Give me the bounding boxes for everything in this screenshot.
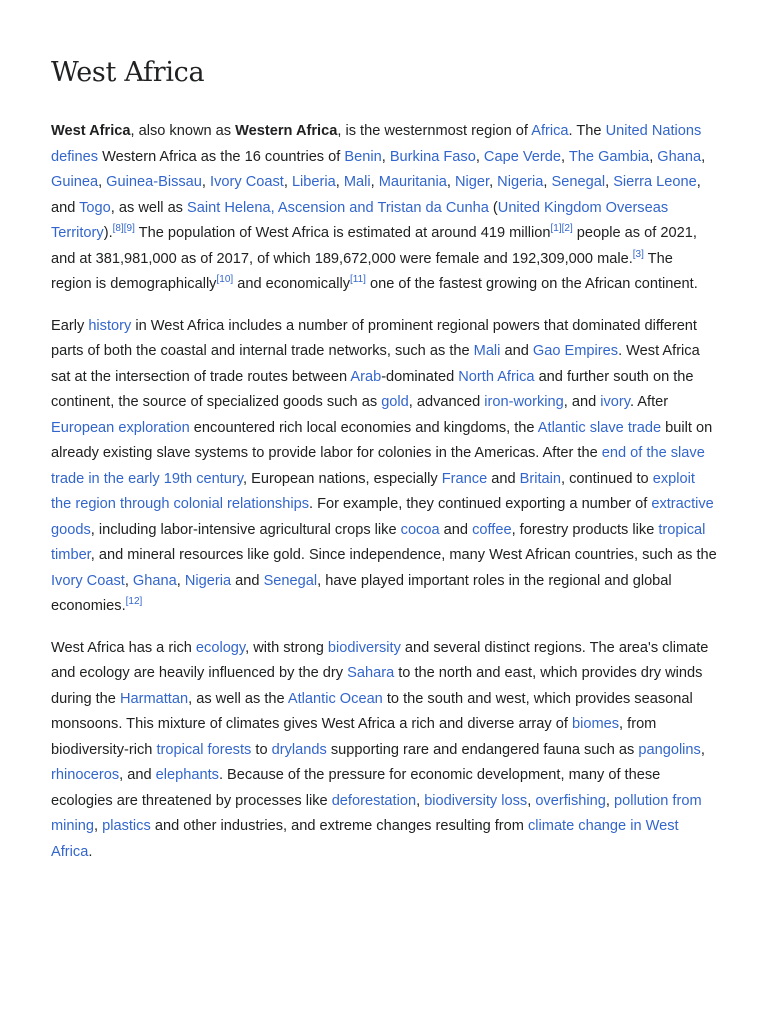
text: , — [605, 792, 614, 809]
text: encountered rich local economies and kingdoms, the — [189, 419, 538, 436]
text: . After — [629, 394, 669, 410]
text: , — [124, 572, 133, 589]
link-the-gambia[interactable]: The Gambia — [568, 148, 650, 165]
link-ivory-coast[interactable]: Ivory Coast — [210, 174, 284, 190]
link-end-slave-trade[interactable]: end of the slave trade in the early 19th century — [51, 445, 705, 487]
link-biodiversity-loss[interactable]: biodiversity loss — [424, 792, 528, 809]
link-gao-empires[interactable]: Gao Empires — [532, 343, 619, 359]
bold-term: West Africa — [51, 123, 131, 139]
text: Early — [51, 317, 89, 334]
text: , with strong — [245, 639, 328, 656]
text: supporting rare and endangered fauna such as — [326, 741, 639, 758]
text: and economically — [233, 276, 350, 292]
link-atlantic-ocean[interactable]: Atlantic Ocean — [287, 690, 383, 707]
text: , and — [51, 174, 701, 216]
link-elephants[interactable]: elephants — [155, 767, 219, 783]
link-overfishing[interactable]: overfishing — [535, 792, 606, 809]
text: , including labor-intensive agricultural crops like — [90, 521, 401, 538]
link-colonial-relationships[interactable]: exploit the region through colonial relationships — [51, 470, 695, 512]
link-nigeria-2[interactable]: Nigeria — [184, 572, 232, 589]
link-liberia[interactable]: Liberia — [291, 174, 336, 190]
text: , and mineral resources like gold. Since independence, many West African countries, such as the — [90, 547, 717, 563]
text: to the south and west, which provides seasonal monsoons. This mixture of climates gives West Africa a rich and diverse array of — [51, 690, 693, 732]
text: and other industries, and extreme changes resulting from — [150, 818, 528, 834]
text: The population of West Africa is estimated at around 419 million — [134, 225, 551, 241]
link-britain[interactable]: Britain — [519, 470, 562, 487]
text: and — [439, 521, 473, 538]
link-sahara[interactable]: Sahara — [347, 665, 395, 681]
paragraph-ecology — [51, 636, 717, 866]
text: , and — [119, 767, 156, 783]
text: and — [500, 343, 533, 359]
link-mali[interactable]: Mali — [343, 174, 371, 190]
link-guinea-bissau[interactable]: Guinea-Bissau — [106, 174, 202, 190]
link-european-exploration[interactable]: European exploration — [51, 419, 190, 436]
text: ( — [488, 199, 498, 216]
text: , — [527, 792, 536, 809]
link-ivory[interactable]: ivory — [600, 394, 630, 410]
text: West Africa has a rich — [51, 639, 196, 656]
link-mali-empire[interactable]: Mali — [473, 343, 501, 359]
text: built on already existing slave systems to provide labor for colonies in the Americas. After the — [51, 419, 713, 461]
link-plastics[interactable]: plastics — [102, 818, 151, 834]
link-senegal[interactable]: Senegal — [551, 174, 606, 190]
link-benin[interactable]: Benin — [344, 148, 382, 165]
link-africa[interactable]: Africa — [531, 123, 569, 139]
text: , advanced — [408, 394, 485, 410]
text: , and — [563, 394, 601, 410]
text: , — [416, 792, 425, 809]
link-ghana-2[interactable]: Ghana — [132, 572, 177, 589]
text: to the north and east, which provides dry winds during the — [51, 665, 703, 707]
ref-11[interactable]: [11] — [350, 274, 366, 285]
text: one of the fastest growing on the African continent. — [365, 276, 698, 292]
link-mauritania[interactable]: Mauritania — [378, 174, 447, 190]
paragraph-intro: West Africa, also known as Western Africa, is the westernmost region of Africa. The United Nations defines Western Africa as the 16 countries of Benin, Burkina Faso, Cape Verde, The Gambia, Ghana, Guinea, Guinea-Bissau, Ivory Coast, Liberia, Mali, Mauritania, Niger, Nigeria, Senegal, Sierra Leone, and Togo, as well as Saint Helena, Ascension and Tristan da Cunha (United Kingdom Overseas Territory).[8][9] The population of West Africa is estimated at around 419 million[1][2] people as of 2021, and at 381,981,000 as of 2017, of which 189,672,000 were female and 192,309,000 male.[3] The region is demographically[10] and economically[11] one of the fastest growing on the African continent. — [51, 123, 706, 292]
link-extractive-goods[interactable]: extractive goods — [51, 496, 714, 538]
text: , forestry products like — [511, 521, 659, 538]
link-cocoa[interactable]: cocoa — [400, 521, 440, 538]
ref-3[interactable]: [3] — [632, 248, 644, 260]
text: and several distinct regions. The area's climate and ecology are heavily influenced by the dry — [51, 639, 709, 681]
link-guinea[interactable]: Guinea — [51, 174, 99, 190]
text: and further south on the continent, the source of specialized goods such as — [51, 368, 694, 410]
link-togo[interactable]: Togo — [79, 199, 111, 216]
link-history[interactable]: history — [88, 317, 132, 334]
link-un-defines[interactable]: United Nations defines — [51, 123, 702, 165]
text: . Because of the pressure for economic development, many of these ecologies are threatened by processes like — [51, 767, 661, 809]
text: . West Africa sat at the intersection of trade routes between — [51, 343, 700, 385]
text: , continued to — [561, 470, 653, 487]
ref-9[interactable]: [9] — [123, 223, 135, 234]
link-saint-helena[interactable]: Saint Helena, Ascension and Tristan da Cunha — [187, 199, 489, 216]
text: and — [231, 572, 264, 589]
link-arab[interactable]: Arab — [350, 368, 382, 385]
link-uk-overseas-territory[interactable]: United Kingdom Overseas Territory — [51, 199, 669, 241]
text: , also known as — [130, 123, 236, 139]
link-ghana[interactable]: Ghana — [657, 148, 702, 165]
link-tropical-timber[interactable]: tropical timber — [51, 521, 706, 563]
text: people as of 2021, and at 381,981,000 as of 2017, of which 189,672,000 were female and 192,309,000 male. — [51, 225, 697, 267]
link-senegal-2[interactable]: Senegal — [263, 572, 318, 589]
ref-8[interactable]: [8] — [112, 223, 124, 234]
text: , is the westernmost region of — [337, 123, 532, 139]
text: . The — [568, 123, 606, 139]
ref-2[interactable]: [2] — [561, 223, 573, 234]
link-burkina-faso[interactable]: Burkina Faso — [389, 148, 476, 165]
text: , have played important roles in the regional and global economies. — [51, 572, 672, 614]
link-gold[interactable]: gold — [381, 394, 409, 410]
link-rhinoceros[interactable]: rhinoceros — [51, 767, 120, 783]
text: , European nations, especially — [243, 470, 442, 487]
text: -dominated — [381, 368, 459, 385]
text: , as well as — [110, 199, 188, 216]
text: , as well as the — [188, 690, 288, 707]
link-sierra-leone[interactable]: Sierra Leone — [613, 174, 697, 190]
link-niger[interactable]: Niger — [454, 174, 490, 190]
text: . For example, they continued exporting a number of — [309, 496, 652, 512]
link-tropical-forests[interactable]: tropical forests — [156, 741, 252, 758]
link-north-africa[interactable]: North Africa — [458, 368, 535, 385]
link-nigeria[interactable]: Nigeria — [497, 174, 544, 190]
text: Western Africa as the 16 countries of — [98, 148, 345, 165]
link-biomes[interactable]: biomes — [572, 716, 620, 732]
paragraph-history — [51, 314, 717, 620]
text: . — [88, 843, 93, 860]
link-biodiversity[interactable]: biodiversity — [327, 639, 401, 656]
bold-term: Western Africa — [235, 123, 338, 139]
text: , — [94, 818, 103, 834]
link-coffee[interactable]: coffee — [472, 521, 512, 538]
text: , — [176, 572, 185, 589]
link-ivory-coast-2[interactable]: Ivory Coast — [51, 572, 125, 589]
link-harmattan[interactable]: Harmattan — [119, 690, 189, 707]
text: , from biodiversity-rich — [51, 716, 657, 758]
link-france[interactable]: France — [441, 470, 488, 487]
link-climate-change[interactable]: climate change in West Africa — [51, 818, 679, 860]
link-iron-working[interactable]: iron-working — [484, 394, 564, 410]
text: in West Africa includes a number of prominent regional powers that dominated different parts of both the coastal and internal trade networks, such as the — [51, 317, 697, 359]
link-atlantic-slave-trade[interactable]: Atlantic slave trade — [537, 419, 662, 436]
page-title: West Africa — [51, 57, 205, 88]
text: , — [700, 741, 705, 758]
text: The region is demographically — [51, 250, 673, 292]
ref-1[interactable]: [1] — [550, 223, 562, 234]
link-drylands[interactable]: drylands — [271, 741, 327, 758]
link-deforestation[interactable]: deforestation — [331, 792, 417, 809]
link-pollution-from-mining[interactable]: pollution from mining — [51, 792, 702, 834]
text: ). — [103, 225, 113, 241]
link-cape-verde[interactable]: Cape Verde — [483, 148, 562, 165]
text: to — [251, 741, 272, 758]
link-ecology[interactable]: ecology — [195, 639, 246, 656]
ref-10[interactable]: [10] — [216, 274, 234, 285]
text: and — [487, 470, 520, 487]
link-pangolins[interactable]: pangolins — [638, 741, 701, 758]
ref-12[interactable]: [12] — [125, 596, 143, 607]
